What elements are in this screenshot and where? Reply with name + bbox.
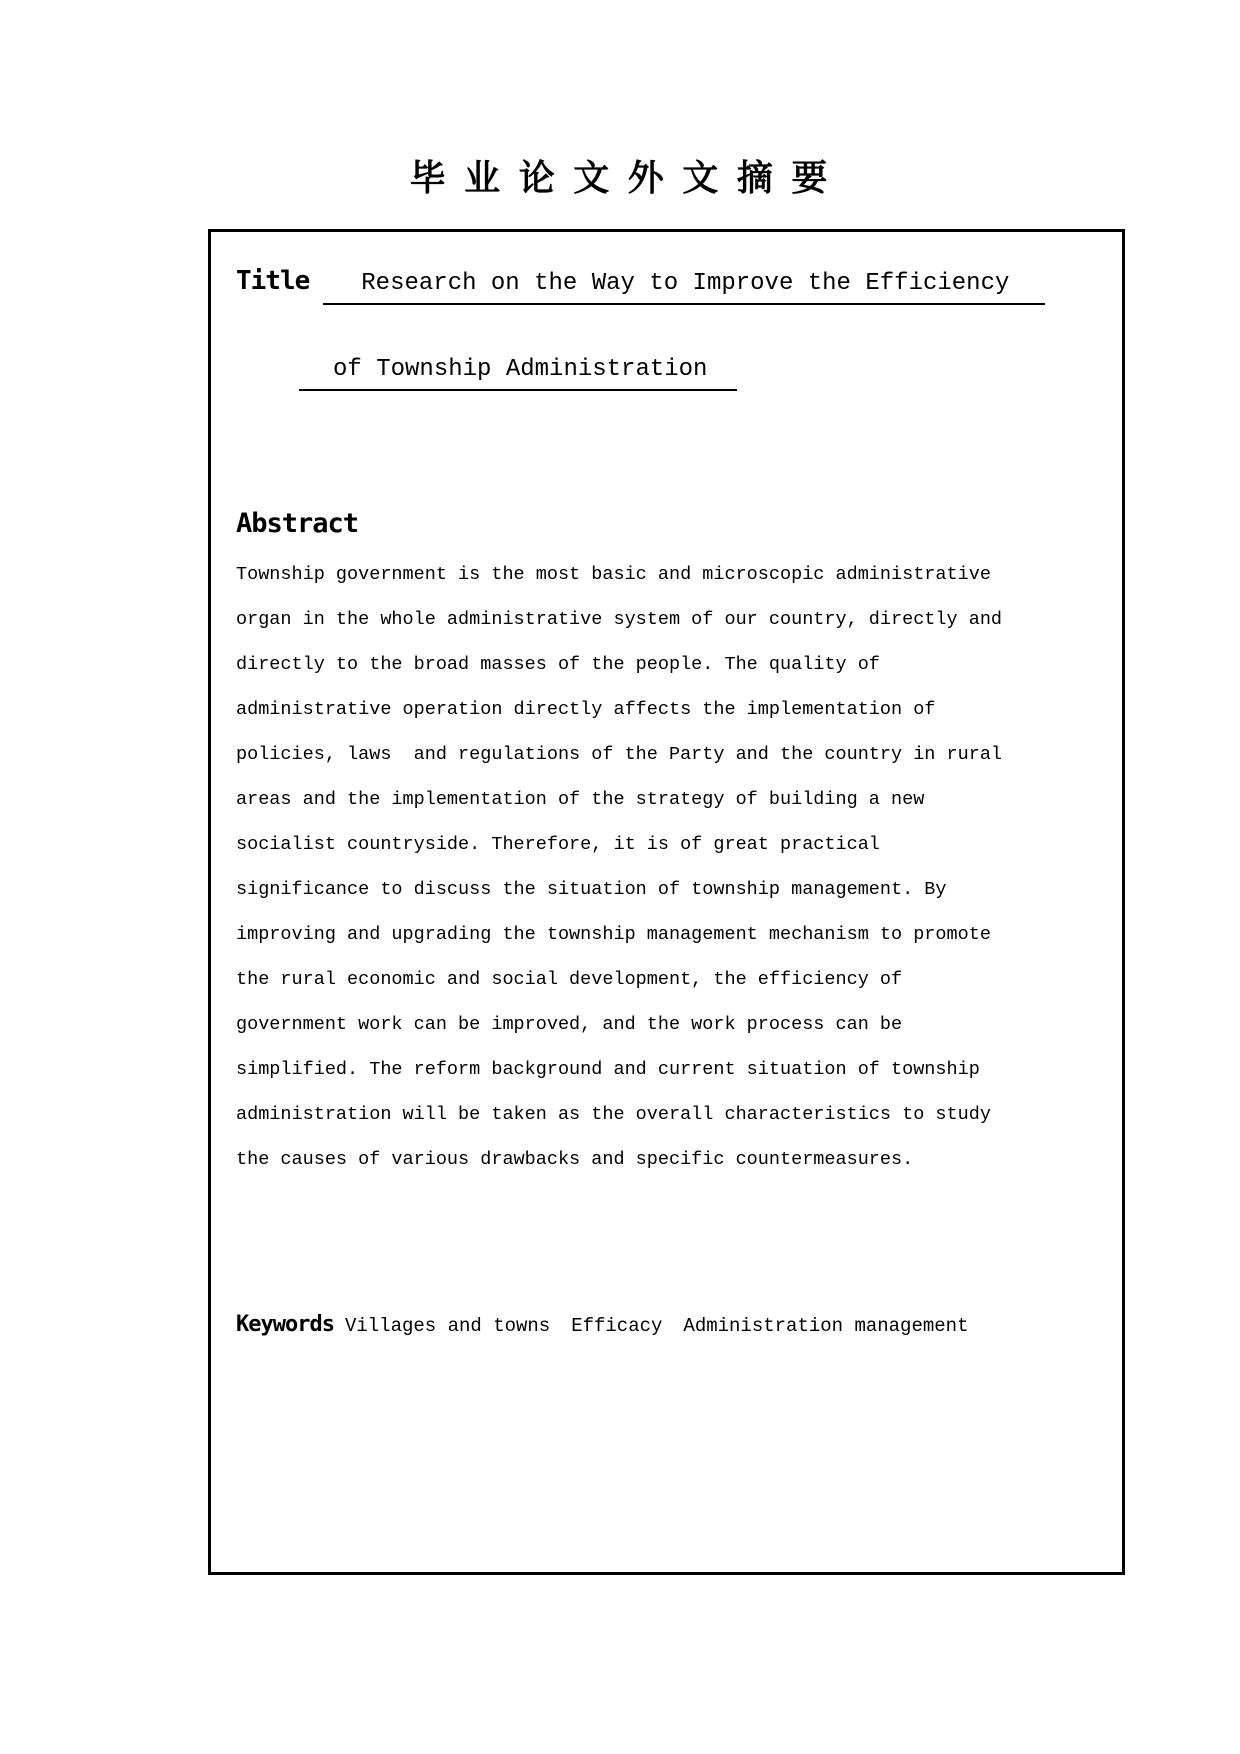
keyword-term: Villages and towns: [344, 1315, 551, 1337]
abstract-line: policies, laws and regulations of the Party and the country in rural: [236, 744, 1003, 765]
abstract-line: directly to the broad masses of the people. The quality of: [236, 654, 880, 675]
abstract-line: socialist countryside. Therefore, it is of great practical: [236, 834, 880, 855]
abstract-line: administrative operation directly affects the implementation of: [236, 699, 936, 720]
abstract-text: [236, 552, 1098, 1182]
abstract-line: improving and upgrading the township management mechanism to promote: [236, 924, 991, 945]
abstract-line: the rural economic and social development, the efficiency of: [236, 969, 903, 990]
abstract-line: Township government is the most basic and microscopic administrative: [236, 564, 991, 585]
abstract-label: Abstract: [236, 508, 359, 539]
abstract-line: significance to discuss the situation of township management. By: [236, 879, 947, 900]
abstract-line: organ in the whole administrative system of our country, directly and: [236, 609, 1003, 630]
thesis-title-line2: of Township Administration: [299, 356, 737, 391]
abstract-line: administration will be taken as the overall characteristics to study: [236, 1104, 991, 1125]
keywords-label: Keywords: [236, 1312, 334, 1337]
abstract-frame: [208, 229, 1125, 1575]
title-row: [236, 266, 1045, 305]
keywords-row: [236, 1312, 989, 1337]
abstract-line: government work can be improved, and the work process can be: [236, 1014, 903, 1035]
thesis-title-line1: Research on the Way to Improve the Efficiency: [323, 270, 1045, 305]
abstract-line: the causes of various drawbacks and specific countermeasures.: [236, 1149, 914, 1170]
page-title: 毕 业 论 文 外 文 摘 要: [409, 158, 831, 199]
title-label: Title: [236, 266, 310, 296]
keyword-term: Administration management: [683, 1315, 969, 1337]
keywords-list: [345, 1315, 990, 1337]
abstract-line: areas and the implementation of the strategy of building a new: [236, 789, 925, 810]
abstract-line: simplified. The reform background and current situation of township: [236, 1059, 980, 1080]
keyword-term: Efficacy: [571, 1315, 663, 1337]
